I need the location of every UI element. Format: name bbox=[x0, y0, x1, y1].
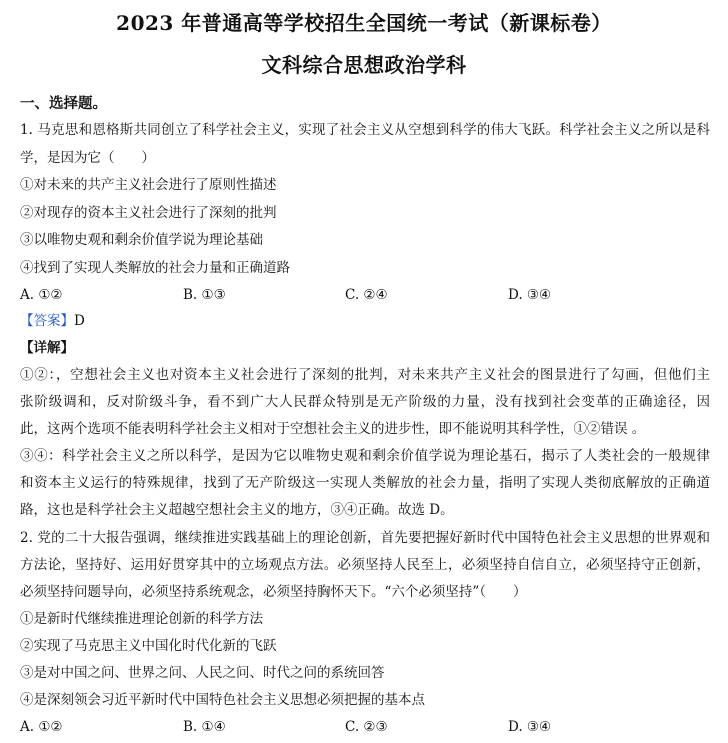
answer-value: D bbox=[74, 313, 85, 329]
q1-option-a: A. ①② bbox=[20, 287, 63, 303]
q1-option-c: C. ②④ bbox=[345, 287, 388, 303]
exam-title: 2023 年普通高等学校招生全国统一考试（新课标卷） bbox=[116, 11, 612, 35]
q2-option-c: C. ②③ bbox=[345, 719, 388, 735]
q1-answer-line bbox=[20, 311, 710, 331]
explanation-line-3: 此，这两个选项不能表明科学社会主义相对于空想社会主义的进步性，即不能说明其科学性，①②错误 。 bbox=[20, 421, 646, 437]
section-heading: 一、选择题。 bbox=[20, 95, 107, 112]
q1-stem-line-2: 学，是因为它（ ） bbox=[20, 150, 155, 166]
q1-item-4: ④找到了实现人类解放的社会力量和正确道路 bbox=[20, 260, 290, 276]
q2-option-a: A. ①② bbox=[20, 719, 63, 735]
explanation-line-2: 张阶级调和，反对阶级斗争，看不到广大人民群众特别是无产阶级的力量，没有找到社会变革的正确途径，因 bbox=[20, 394, 710, 410]
q2-item-3: ③是对中国之问、世界之问、人民之问、时代之问的系统回答 bbox=[20, 665, 385, 681]
explanation-line-1: ①②：，空想社会主义也对资本主义社会进行了深刻的批判，对未来共产主义社会的图景进行了勾画，但他们主 bbox=[20, 367, 710, 383]
exam-subtitle: 文科综合思想政治学科 bbox=[261, 53, 467, 77]
q1-item-3: ③以唯物史观和剩余价值学说为理论基础 bbox=[20, 232, 263, 248]
explanation-line-5: 和资本主义运行的特殊规律，找到了无产阶级这一实现人类解放的社会力量，指明了实现人类彻底解放的正确道 bbox=[20, 475, 710, 491]
q1-option-b: B. ①③ bbox=[183, 287, 226, 303]
q1-option-d: D. ③④ bbox=[508, 287, 552, 303]
q2-option-b: B. ①④ bbox=[183, 719, 226, 735]
q1-item-2: ②对现存的资本主义社会进行了深刻的批判 bbox=[20, 205, 277, 221]
q2-item-2: ②实现了马克思主义中国化时代化新的飞跃 bbox=[20, 638, 277, 654]
q2-option-d: D. ③④ bbox=[508, 719, 552, 735]
explanation-line-4: ③④：科学社会主义之所以科学，是因为它以唯物史观和剩余价值学说为理论基石，揭示了人类社会的一般规律 bbox=[20, 448, 710, 464]
q1-stem-line-1: 1. 马克思和恩格斯共同创立了科学社会主义，实现了社会主义从空想到科学的伟大飞跃。科学社会主义之所以是科 bbox=[20, 122, 710, 138]
answer-tag: 【答案】 bbox=[20, 313, 74, 329]
q2-stem-line-3: 必须坚持问题导向，必须坚持系统观念，必须坚持胸怀天下。“六个必须坚持”（ ） bbox=[20, 584, 527, 600]
q1-item-1: ①对未来的共产主义社会进行了原则性描述 bbox=[20, 177, 277, 193]
q2-stem-line-2: 方法论，坚持好、运用好贯穿其中的立场观点方法。必须坚持人民至上，必须坚持自信自立，必须坚持守正创新， bbox=[20, 557, 710, 573]
q2-item-1: ①是新时代继续推进理论创新的科学方法 bbox=[20, 611, 263, 627]
detail-tag: 【详解】 bbox=[20, 340, 74, 356]
q2-item-4: ④是深刻领会习近平新时代中国特色社会主义思想必须把握的基本点 bbox=[20, 692, 425, 708]
explanation-line-6: 路，这也是科学社会主义超越空想社会主义的地方，③④正确。故选 D。 bbox=[20, 502, 454, 518]
q2-stem-line-1: 2. 党的二十大报告强调，继续推进实践基础上的理论创新，首先要把握好新时代中国特色社会主义思想的世界观和 bbox=[20, 530, 710, 546]
